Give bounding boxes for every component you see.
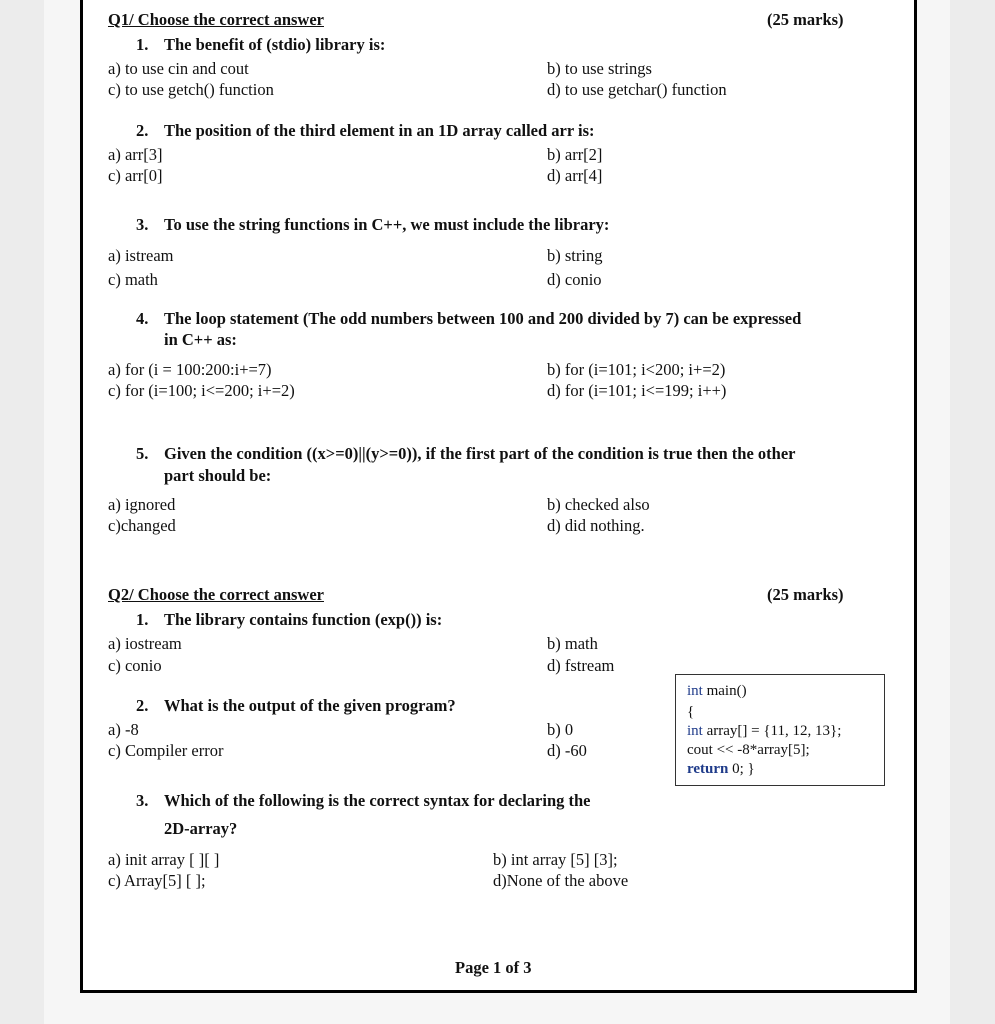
q1-1-option-b: b) to use strings xyxy=(547,59,652,78)
q1-2-option-d: d) arr[4] xyxy=(547,166,603,185)
code-text: 0; } xyxy=(728,761,755,777)
q2-3-option-c: c) Array[5] [ ]; xyxy=(108,871,206,890)
q2-2-number: 2. xyxy=(136,696,149,715)
page-number: Page 1 of 3 xyxy=(455,958,532,977)
code-line-4: cout << -8*array[5]; xyxy=(687,742,810,758)
q1-3-number: 3. xyxy=(136,215,149,234)
q1-1-option-c: c) to use getch() function xyxy=(108,80,274,99)
q1-2-option-c: c) arr[0] xyxy=(108,166,163,185)
q1-5-option-b: b) checked also xyxy=(547,495,650,514)
q2-3-text-line2: 2D-array? xyxy=(164,819,238,838)
exam-page xyxy=(80,0,917,993)
q1-2-option-a: a) arr[3] xyxy=(108,145,163,164)
q1-1-number: 1. xyxy=(136,35,149,54)
q2-3-number: 3. xyxy=(136,791,149,810)
q2-1-text: The library contains function (exp()) is: xyxy=(164,610,443,629)
code-keyword: int xyxy=(687,683,703,699)
q2-2-text: What is the output of the given program? xyxy=(164,696,456,715)
q1-3-option-d: d) conio xyxy=(547,270,602,289)
code-text: main() xyxy=(702,683,747,699)
q1-3-option-c: c) math xyxy=(108,270,158,289)
q2-2-option-a: a) -8 xyxy=(108,720,139,739)
q2-1-option-b: b) math xyxy=(547,634,598,653)
q1-5-text: Given the condition ((x>=0)||(y>=0)), if the first part of the condition is true then the other xyxy=(164,444,796,463)
q1-4-option-d: d) for (i=101; i<=199; i++) xyxy=(547,381,727,400)
q2-3-text: Which of the following is the correct syntax for declaring the xyxy=(164,791,591,810)
code-text: array[] = {11, 12, 13}; xyxy=(702,723,842,739)
q1-2-option-b: b) arr[2] xyxy=(547,145,603,164)
q1-5-option-a: a) ignored xyxy=(108,495,176,514)
q2-1-option-c: c) conio xyxy=(108,656,162,675)
q2-2-option-b: b) 0 xyxy=(547,720,574,739)
q1-1-text: The benefit of (stdio) library is: xyxy=(164,35,386,54)
q1-marks: (25 marks) xyxy=(767,10,844,29)
code-line-5 xyxy=(687,760,755,778)
q1-3-text: To use the string functions in C++, we must include the library: xyxy=(164,215,610,234)
q2-3-option-a: a) init array [ ][ ] xyxy=(108,850,220,869)
q1-5-text-line2: part should be: xyxy=(164,466,272,485)
q1-3-option-b: b) string xyxy=(547,246,603,265)
q2-1-option-d: d) fstream xyxy=(547,656,615,675)
q2-3-option-b: b) int array [5] [3]; xyxy=(493,850,618,869)
code-line-1 xyxy=(687,682,747,700)
code-keyword: return xyxy=(687,761,729,777)
q1-2-text: The position of the third element in an 1D array called arr is: xyxy=(164,121,595,140)
q2-3-option-d: d)None of the above xyxy=(493,871,629,890)
q2-title: Q2/ Choose the correct answer xyxy=(108,585,324,604)
q1-4-number: 4. xyxy=(136,309,149,328)
q1-5-option-d: d) did nothing. xyxy=(547,516,645,535)
q1-1-option-d: d) to use getchar() function xyxy=(547,80,727,99)
q2-1-option-a: a) iostream xyxy=(108,634,182,653)
q1-title: Q1/ Choose the correct answer xyxy=(108,10,324,29)
code-line-3 xyxy=(687,722,841,740)
q1-4-option-c: c) for (i=100; i<=200; i+=2) xyxy=(108,381,295,400)
q1-1-option-a: a) to use cin and cout xyxy=(108,59,249,78)
q1-2-number: 2. xyxy=(136,121,149,140)
q1-5-number: 5. xyxy=(136,444,149,463)
q2-marks: (25 marks) xyxy=(767,585,844,604)
code-line-2: { xyxy=(687,704,695,720)
code-snippet-box xyxy=(675,674,885,786)
q2-2-option-d: d) -60 xyxy=(547,741,587,760)
q2-1-number: 1. xyxy=(136,610,149,629)
q1-4-text-line2: in C++ as: xyxy=(164,330,237,349)
code-keyword: int xyxy=(687,723,703,739)
q1-3-option-a: a) istream xyxy=(108,246,174,265)
q2-2-option-c: c) Compiler error xyxy=(108,741,224,760)
q1-4-text: The loop statement (The odd numbers between 100 and 200 divided by 7) can be expressed xyxy=(164,309,802,328)
q1-4-option-a: a) for (i = 100:200:i+=7) xyxy=(108,360,272,379)
q1-4-option-b: b) for (i=101; i<200; i+=2) xyxy=(547,360,726,379)
q1-5-option-c: c)changed xyxy=(108,516,176,535)
